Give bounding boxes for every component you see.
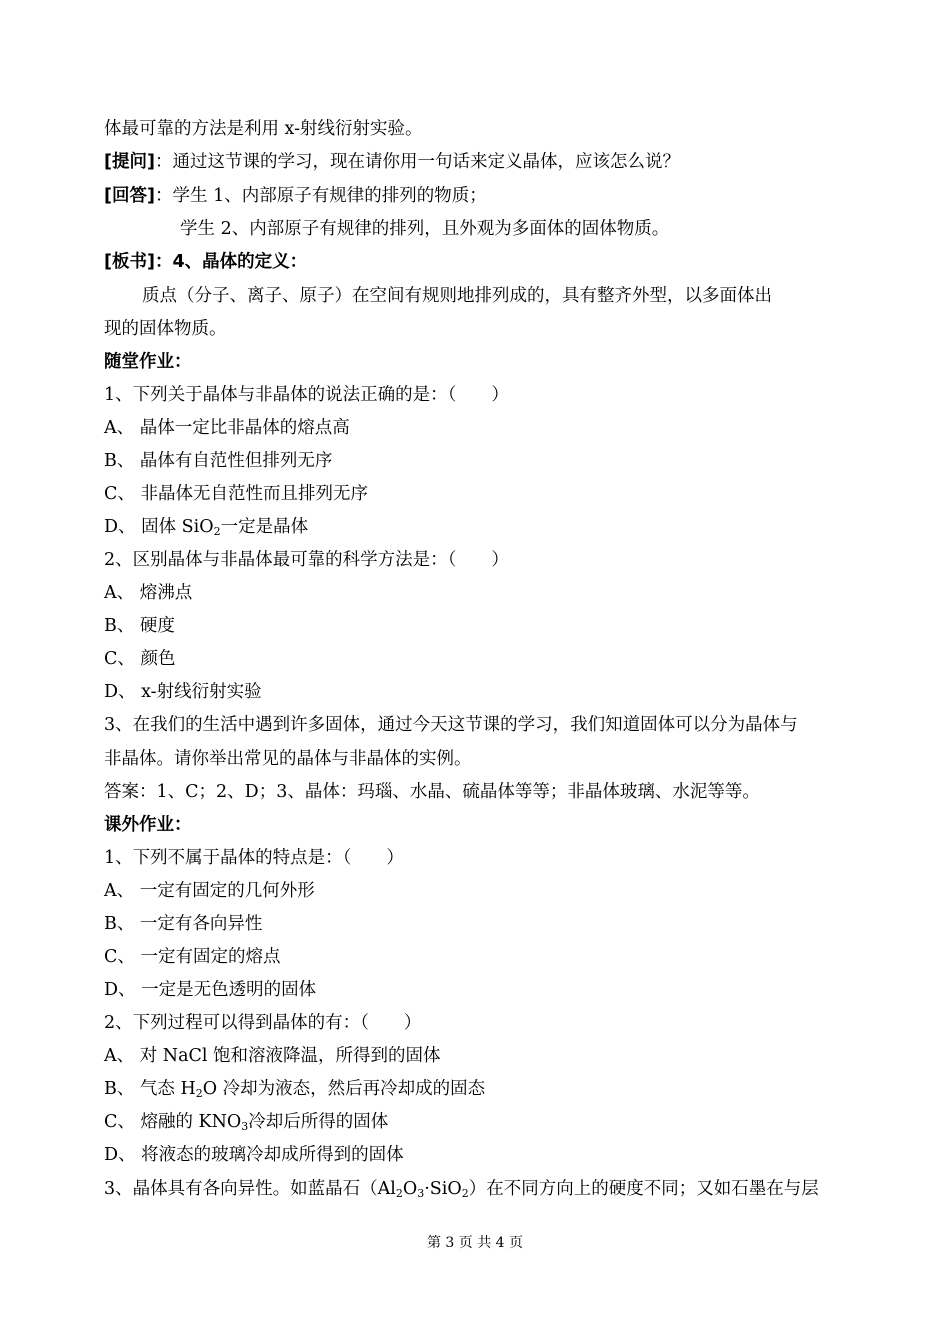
answer-line-2: 学生 2、内部原子有规律的排列，且外观为多面体的固体物质。 xyxy=(180,219,670,239)
section-heading-inclass: 随堂作业： xyxy=(104,352,192,372)
homework-question-1: 1、下列不属于晶体的特点是：（ ） xyxy=(104,848,404,868)
q3-text-4: ）在不同方向上的硬度不同；又如石墨在与层 xyxy=(468,1179,819,1199)
option-b-text-2: O 冷却为液态，然后再冷却成的固态 xyxy=(202,1079,486,1099)
answer-text: ：学生 1、内部原子有规律的排列的物质； xyxy=(155,186,487,206)
option-b: B、 一定有各向异性 xyxy=(104,914,263,934)
option-d: D、 将液态的玻璃冷却成所得到的固体 xyxy=(104,1145,404,1165)
option-b-text: B、 气态 H xyxy=(104,1079,196,1099)
option-b: B、 硬度 xyxy=(104,616,175,636)
text-line: 体最可靠的方法是利用 x-射线衍射实验。 xyxy=(104,119,423,139)
option-a: A、 晶体一定比非晶体的熔点高 xyxy=(104,418,350,438)
answer-line xyxy=(104,184,487,208)
option-d xyxy=(104,515,308,539)
question-tag: [提问] xyxy=(104,152,155,172)
option-c xyxy=(104,1110,388,1134)
option-d: D、 一定是无色透明的固体 xyxy=(104,980,317,1000)
question-2: 2、区别晶体与非晶体最可靠的科学方法是：（ ） xyxy=(104,550,509,570)
subscript: 3 xyxy=(417,1187,425,1200)
question-line xyxy=(104,150,680,174)
answer-tag: [回答] xyxy=(104,186,155,206)
question-text: ：通过这节课的学习，现在请你用一句话来定义晶体，应该怎么说？ xyxy=(155,152,680,172)
board-heading: [板书]：4、晶体的定义： xyxy=(104,252,308,272)
homework-question-2: 2、下列过程可以得到晶体的有：（ ） xyxy=(104,1013,422,1033)
section-heading-homework: 课外作业： xyxy=(104,815,192,835)
q3-text: 3、晶体具有各向异性。如蓝晶石（Al xyxy=(104,1179,396,1199)
option-c-text: C、 熔融的 KNO xyxy=(104,1112,242,1132)
option-c-text-2: 冷却后所得的固体 xyxy=(248,1112,389,1132)
subscript: 3 xyxy=(241,1120,249,1133)
option-a: A、 对 NaCl 饱和溶液降温，所得到的固体 xyxy=(104,1046,441,1066)
option-c: C、 非晶体无自范性而且排列无序 xyxy=(104,484,368,504)
definition-line: 质点（分子、离子、原子）在空间有规则地排列成的，具有整齐外型，以多面体出 xyxy=(142,286,772,306)
subscript: 2 xyxy=(395,1187,403,1200)
option-d-text: D、 固体 SiO xyxy=(104,517,214,537)
question-3-cont: 非晶体。请你举出常见的晶体与非晶体的实例。 xyxy=(104,749,472,769)
subscript: 2 xyxy=(461,1187,469,1200)
subscript: 2 xyxy=(195,1087,203,1100)
option-a: A、 熔沸点 xyxy=(104,583,193,603)
homework-question-3 xyxy=(104,1177,819,1201)
answer-key: 答案：1、C；2、D；3、晶体：玛瑙、水晶、硫晶体等等；非晶体玻璃、水泥等等。 xyxy=(104,782,760,802)
subscript: 2 xyxy=(213,525,221,538)
definition-line-2: 现的固体物质。 xyxy=(104,319,227,339)
option-d-text-2: 一定是晶体 xyxy=(220,517,309,537)
page-footer: 第 3 页 共 4 页 xyxy=(426,1235,524,1251)
option-c: C、 一定有固定的熔点 xyxy=(104,947,281,967)
option-b: B、 晶体有自范性但排列无序 xyxy=(104,451,333,471)
option-b xyxy=(104,1077,485,1101)
q3-text-2: O xyxy=(402,1179,418,1199)
q3-text-3: ·SiO xyxy=(424,1179,462,1199)
option-c: C、 颜色 xyxy=(104,649,176,669)
question-3: 3、在我们的生活中遇到许多固体，通过今天这节课的学习，我们知道固体可以分为晶体与 xyxy=(104,715,798,735)
option-d: D、 x-射线衍射实验 xyxy=(104,682,262,702)
question-1: 1、下列关于晶体与非晶体的说法正确的是：（ ） xyxy=(104,385,509,405)
option-a: A、 一定有固定的几何外形 xyxy=(104,881,315,901)
